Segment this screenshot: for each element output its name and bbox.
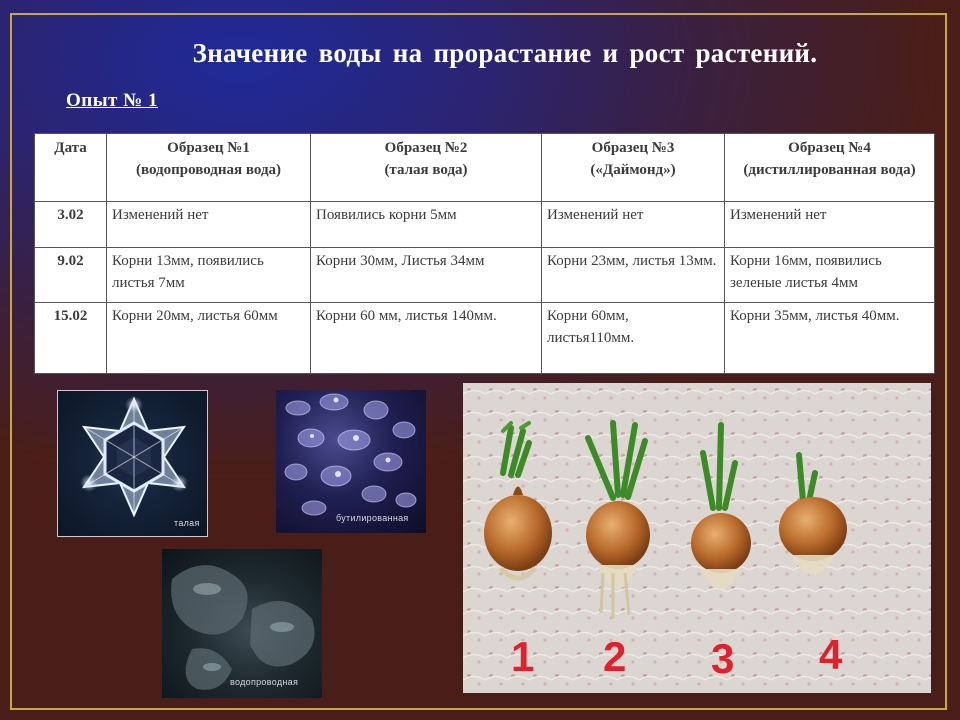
table-cell: Корни 30мм, Листья 34мм <box>311 248 542 303</box>
sample-name: Образец №3 <box>591 140 675 156</box>
crystal-cluster-image <box>276 390 426 533</box>
crystal-photo-melt-water <box>57 390 208 537</box>
onion-label-4: 4 <box>819 631 843 678</box>
snowflake-crystal-image <box>58 391 208 537</box>
table-cell: Появились корни 5мм <box>311 202 542 248</box>
table-row <box>35 248 935 303</box>
header-date: Дата <box>35 134 107 202</box>
sample-water: (водопроводная вода) <box>135 162 282 178</box>
onion-bulbs-image <box>463 383 931 693</box>
sample-name: Образец №4 <box>788 140 871 156</box>
table-cell: Изменений нет <box>107 202 311 248</box>
header-sample-1 <box>107 134 311 202</box>
row-date: 9.02 <box>35 248 107 303</box>
onion-label-3: 3 <box>711 635 735 682</box>
table-cell: Корни 60 мм, листья 140мм. <box>311 303 542 374</box>
table-cell: Изменений нет <box>725 202 935 248</box>
table-cell: Изменений нет <box>542 202 725 248</box>
row-date: 15.02 <box>35 303 107 374</box>
photo-caption: бутилированная <box>336 513 409 523</box>
onion-label-2: 2 <box>603 633 627 680</box>
table-cell: Корни 16мм, появились зеленые листья 4мм <box>725 248 935 303</box>
sample-water: (талая вода) <box>384 162 468 178</box>
header-sample-2 <box>311 134 542 202</box>
table-cell: Корни 20мм, листья 60мм <box>107 303 311 374</box>
sample-name: Образец №2 <box>384 140 468 156</box>
header-sample-3 <box>542 134 725 202</box>
table-cell: Корни 60мм, листья110мм. <box>542 303 725 374</box>
table-cell: Корни 35мм, листья 40мм. <box>725 303 935 374</box>
sample-name: Образец №1 <box>167 140 250 156</box>
row-date: 3.02 <box>35 202 107 248</box>
experiment-label: Опыт № 1 <box>66 90 158 111</box>
sample-water: («Даймонд») <box>590 162 676 178</box>
photo-caption: водопроводная <box>230 677 299 687</box>
table-row <box>35 303 935 374</box>
slide-title: Значение воды на прорастание и рост растений. <box>192 38 818 68</box>
crystal-photo-bottled-water <box>276 390 426 533</box>
amorphous-crystal-image <box>162 549 322 698</box>
table-header-row <box>35 134 935 202</box>
header-sample-4 <box>725 134 935 202</box>
onion-label-1: 1 <box>511 633 535 680</box>
onion-sprouts-photo <box>463 383 931 693</box>
results-table <box>34 133 935 374</box>
table-row <box>35 202 935 248</box>
table-cell: Корни 23мм, листья 13мм. <box>542 248 725 303</box>
sample-water: (дистиллированная вода) <box>743 162 916 178</box>
photo-caption: талая <box>174 518 200 528</box>
crystal-photo-tap-water <box>162 549 322 698</box>
table-cell: Корни 13мм, появились листья 7мм <box>107 248 311 303</box>
